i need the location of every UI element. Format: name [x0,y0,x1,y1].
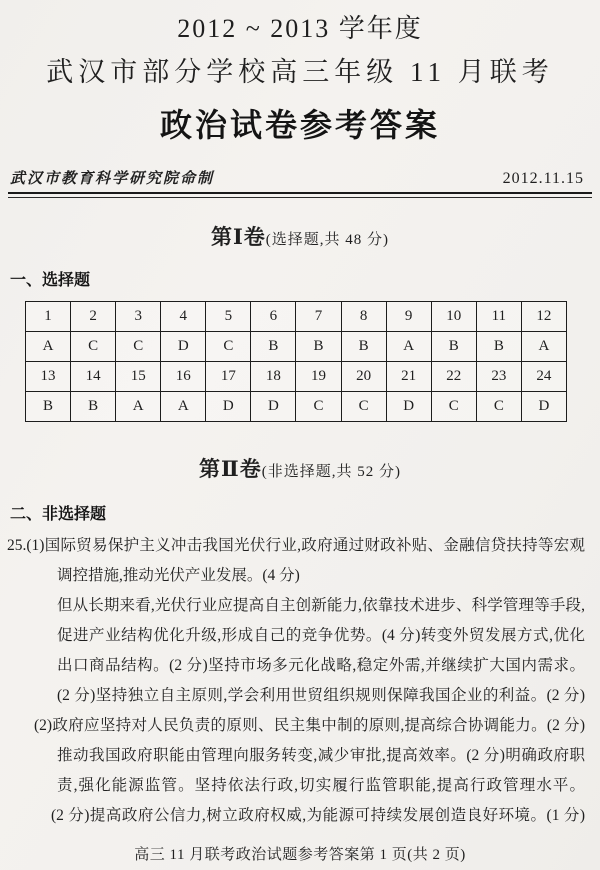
document-title-year: 2012 ~ 2013 学年度 [177,14,423,43]
question-number-cell: 15 [116,362,161,392]
answer-letter-cell: B [26,392,71,422]
answer-letter-cell: D [521,392,566,422]
document-title-subject: 政治试卷参考答案 [159,107,440,143]
section-1-heading [0,221,600,251]
answer-letter-cell: A [26,332,71,362]
answer-text-line: 但从长期来看,光伏行业应提高自主创新能力,依靠技术进步、科学管理等手段, [57,597,585,614]
question-number-cell: 2 [71,302,116,332]
subsection-choice-questions-label: 一、选择题 [10,272,91,289]
question-number-cell: 21 [386,362,431,392]
question-number-cell: 19 [296,362,341,392]
question-number-cell: 18 [251,362,296,392]
question-number-cell: 12 [521,302,566,332]
answer-text-line: 25.(1)国际贸易保护主义冲击我国光伏行业,政府通过财政补贴、金融信贷扶持等宏观 [7,537,585,554]
section-2-heading [0,453,600,483]
answer-text-line: 推动我国政府职能由管理向服务转变,减少审批,提高效率。(2 分)明确政府职 [57,747,585,764]
question-number-row [26,362,567,392]
answer-letter-cell: A [161,392,206,422]
question-number-cell: 1 [26,302,71,332]
answer-letter-cell: D [206,392,251,422]
answer-letter-cell: C [431,392,476,422]
answer-letter-cell: B [341,332,386,362]
question-number-cell: 11 [476,302,521,332]
answer-text-line: (2 分)提高政府公信力,树立政府权威,为能源可持续发展创造良好环境。(1 分) [51,807,585,824]
answer-table-body [26,302,567,422]
publish-date: 2012.11.15 [502,170,584,187]
question-number-cell: 5 [206,302,251,332]
header-meta-row [10,167,584,188]
answer-letter-cell: B [251,332,296,362]
question-number-cell: 24 [521,362,566,392]
header-double-rule [8,192,592,198]
question-number-row [26,302,567,332]
answer-letter-cell: B [71,392,116,422]
question-25-answer-block [0,531,600,831]
document-title-exam: 武汉市部分学校高三年级 11 月联考 [46,57,554,87]
answer-letter-row [26,392,567,422]
answer-text-line: (2 分)坚持独立自主原则,学会利用世贸组织规则保障我国企业的利益。(2 分) [57,687,585,704]
answer-letter-cell: A [116,392,161,422]
question-number-cell: 16 [161,362,206,392]
section-2-heading-main: 第Ⅱ卷 [199,457,262,481]
section-1-heading-main: 第Ⅰ卷 [210,225,266,249]
answer-letter-cell: C [116,332,161,362]
question-number-cell: 10 [431,302,476,332]
answer-letter-cell: D [251,392,296,422]
section-2-heading-sub: (非选择题,共 52 分) [261,464,401,480]
answer-letter-cell: B [431,332,476,362]
answer-letter-cell: B [296,332,341,362]
answer-text-line: 出口商品结构。(2 分)坚持市场多元化战略,稳定外需,并继续扩大国内需求。 [57,657,585,674]
answer-letter-cell: C [341,392,386,422]
question-number-cell: 14 [71,362,116,392]
question-number-cell: 17 [206,362,251,392]
question-number-cell: 13 [26,362,71,392]
subsection-non-choice-questions-label: 二、非选择题 [10,506,107,523]
issuer-label: 武汉市教育科学研究院命制 [10,171,215,187]
question-number-cell: 4 [161,302,206,332]
question-number-cell: 22 [431,362,476,392]
question-number-cell: 23 [476,362,521,392]
question-number-cell: 20 [341,362,386,392]
answer-text-line: 调控措施,推动光伏产业发展。(4 分) [57,567,300,584]
question-number-cell: 9 [386,302,431,332]
question-number-cell: 7 [296,302,341,332]
answer-letter-cell: C [476,392,521,422]
answer-letter-cell: D [161,332,206,362]
answer-text-line: 责,强化能源监管。坚持依法行政,切实履行监管职能,提高行政管理水平。 [57,777,585,794]
answer-letter-cell: B [476,332,521,362]
answer-text-line: 促进产业结构优化升级,形成自己的竞争优势。(4 分)转变外贸发展方式,优化 [57,627,585,644]
answer-text-line: (2)政府应坚持对人民负责的原则、民主集中制的原则,提高综合协调能力。(2 分) [34,717,585,734]
question-number-cell: 6 [251,302,296,332]
question-number-cell: 3 [116,302,161,332]
answer-letter-cell: C [296,392,341,422]
page-footer: 高三 11 月联考政治试题参考答案第 1 页(共 2 页) [134,847,466,863]
answer-letter-cell: D [386,392,431,422]
section-1-heading-sub: (选择题,共 48 分) [265,232,390,248]
answer-letter-cell: C [206,332,251,362]
answer-letter-cell: C [71,332,116,362]
question-number-cell: 8 [341,302,386,332]
answer-table [25,301,567,422]
answer-letter-cell: A [386,332,431,362]
answer-letter-row [26,332,567,362]
answer-letter-cell: A [521,332,566,362]
